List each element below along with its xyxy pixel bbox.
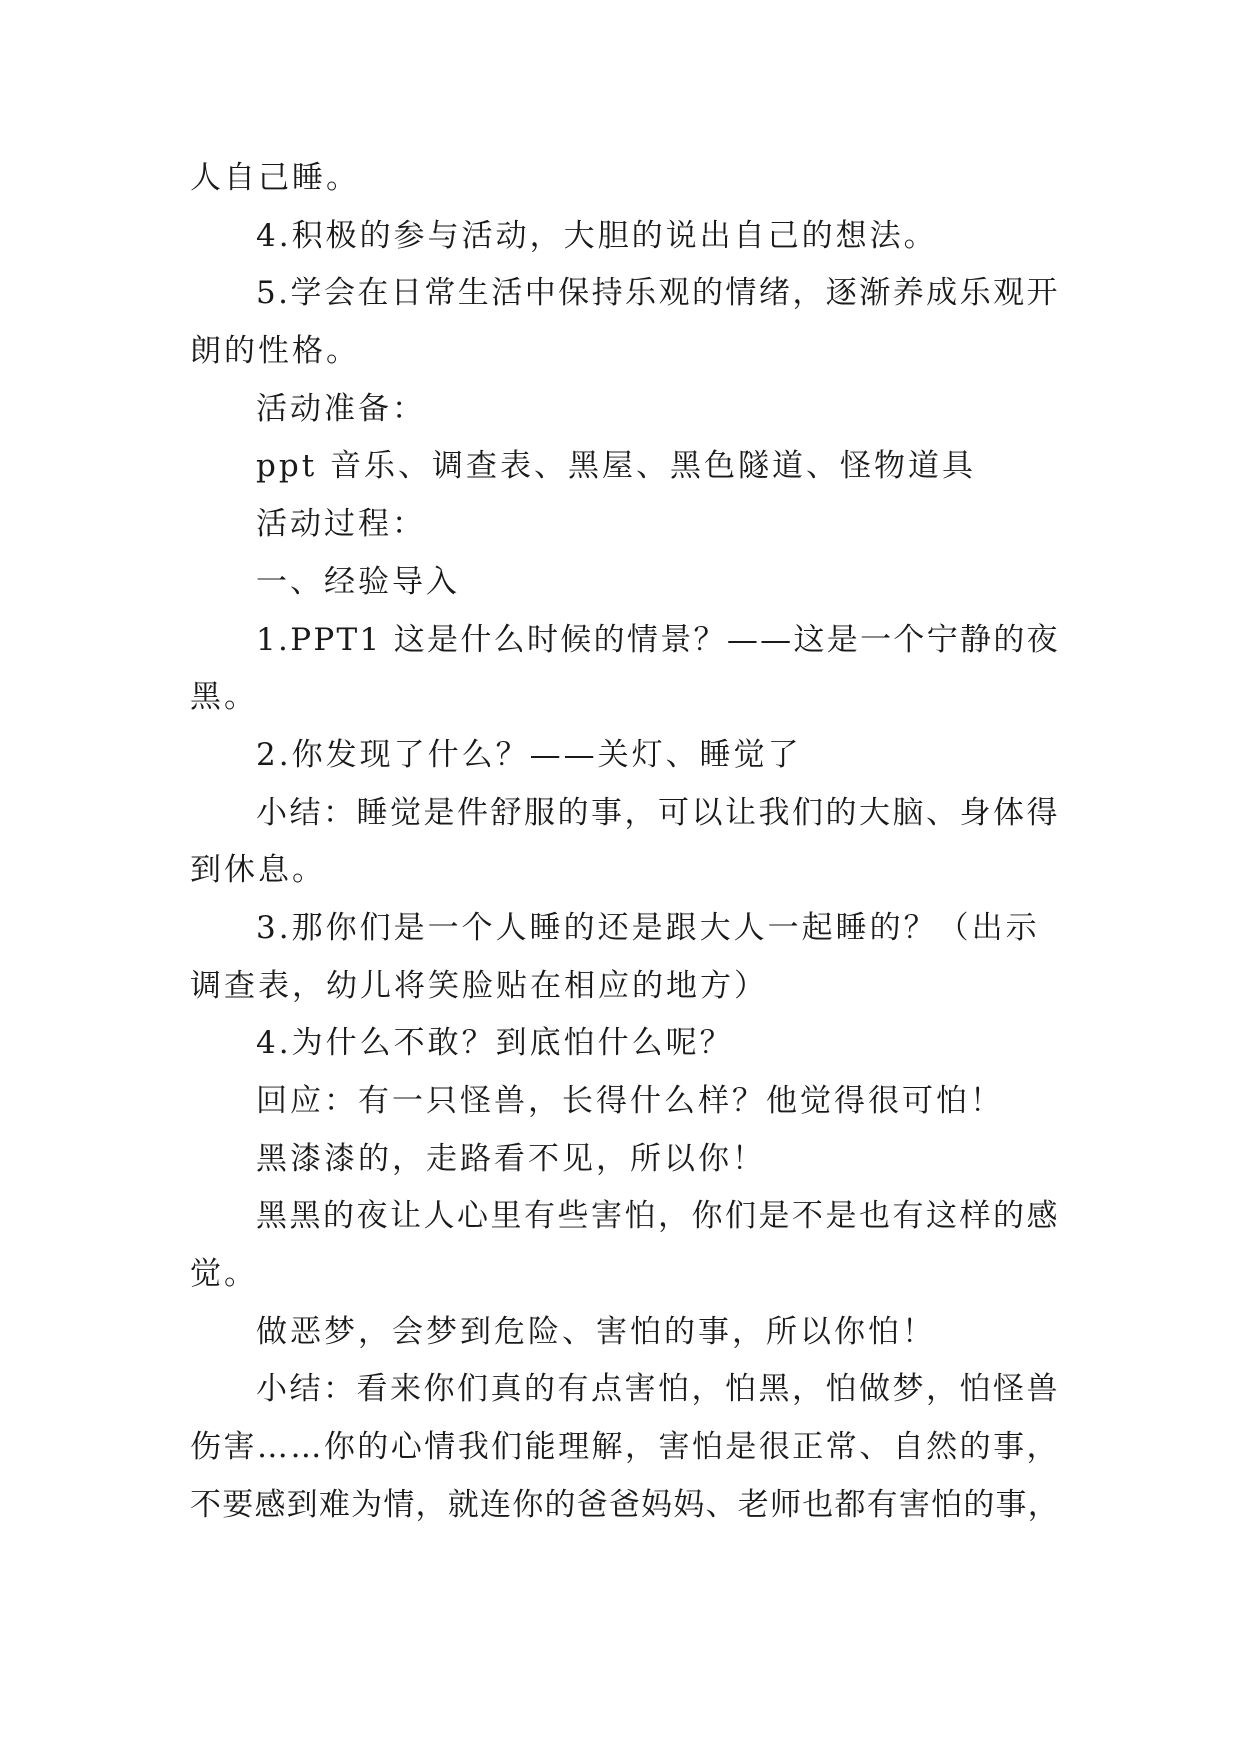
document-body bbox=[190, 150, 1060, 1535]
text-line: 做恶梦，会梦到危险、害怕的事，所以你怕！ bbox=[256, 1313, 936, 1350]
text-line: 2.你发现了什么？——关灯、睡觉了 bbox=[256, 736, 802, 773]
text-line: 黑黑的夜让人心里有些害怕，你们是不是也有这样的感 bbox=[256, 1198, 1060, 1235]
text-line: 5.学会在日常生活中保持乐观的情绪，逐渐养成乐观开 bbox=[256, 275, 1060, 312]
text-line: 觉。 bbox=[190, 1256, 258, 1293]
text-line: 伤害……你的心情我们能理解，害怕是很正常、自然的事， bbox=[190, 1429, 1060, 1466]
text-line: 4.为什么不敢？到底怕什么呢？ bbox=[256, 1025, 734, 1062]
text-line: 黑。 bbox=[190, 679, 258, 716]
text-line: 4.积极的参与活动，大胆的说出自己的想法。 bbox=[256, 217, 938, 254]
text-line: 不要感到难为情，就连你的爸爸妈妈、老师也都有害怕的事， bbox=[190, 1486, 1060, 1523]
text-line: 朗的性格。 bbox=[190, 333, 360, 370]
text-line: 黑漆漆的，走路看不见，所以你！ bbox=[256, 1140, 766, 1177]
text-line: 1.PPT1 这是什么时候的情景？——这是一个宁静的夜 bbox=[256, 621, 1060, 658]
section-label: 活动准备： bbox=[256, 390, 426, 427]
text-line: 调查表，幼儿将笑脸贴在相应的地方） bbox=[190, 967, 768, 1004]
text-line: 小结：睡觉是件舒服的事，可以让我们的大脑、身体得 bbox=[256, 794, 1060, 831]
text-line: 小结：看来你们真的有点害怕，怕黑，怕做梦，怕怪兽 bbox=[256, 1371, 1060, 1408]
text-line: 回应：有一只怪兽，长得什么样？他觉得很可怕！ bbox=[256, 1083, 1004, 1119]
text-line: ppt 音乐、调查表、黑屋、黑色隧道、怪物道具 bbox=[256, 448, 976, 485]
text-line: 人自己睡。 bbox=[190, 160, 360, 196]
text-line: 到休息。 bbox=[190, 852, 326, 889]
section-label: 活动过程： bbox=[256, 506, 426, 543]
text-line: 3.那你们是一个人睡的还是跟大人一起睡的？（出示 bbox=[256, 909, 1040, 946]
section-heading: 一、经验导入 bbox=[256, 563, 460, 600]
